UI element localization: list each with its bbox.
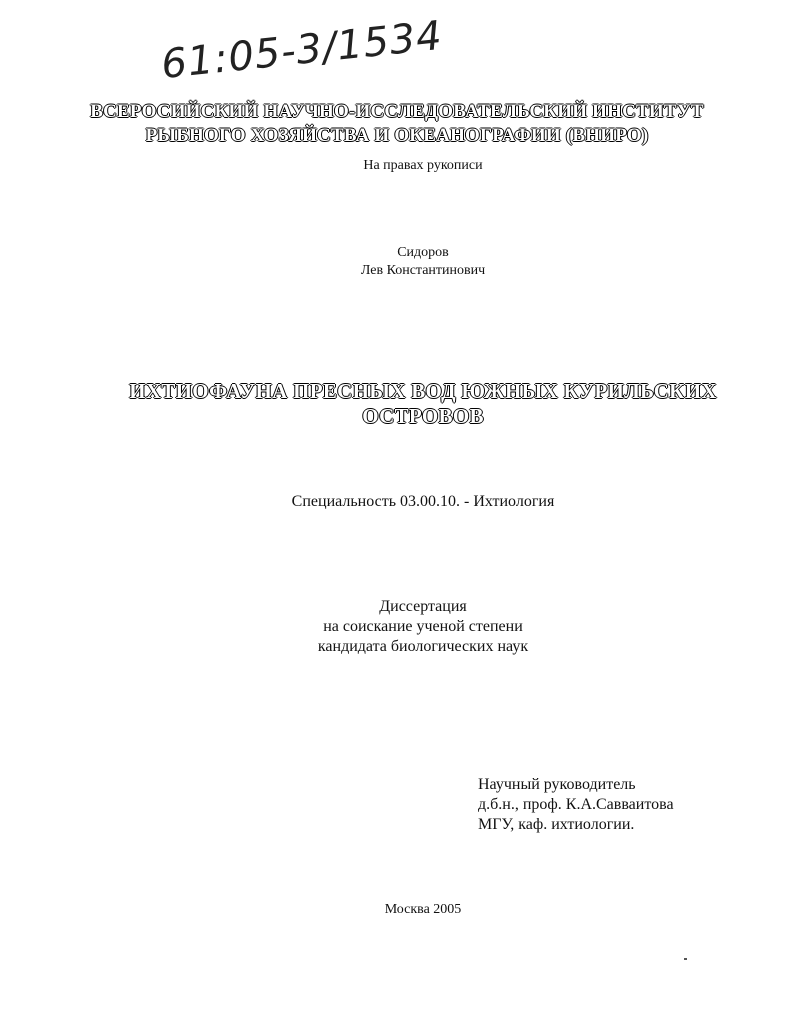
scientific-advisor — [478, 775, 674, 835]
handwritten-archive-code: 61:05-3/1534 — [159, 12, 445, 89]
advisor-line-3: МГУ, каф. ихтиологии. — [478, 816, 635, 833]
degree-line-2: на соискание ученой степени — [323, 618, 523, 635]
specialty: Специальность 03.00.10. - Ихтиология — [291, 493, 555, 510]
advisor-line-2: д.б.н., проф. К.А.Савваитова — [478, 796, 674, 813]
scan-speck — [684, 958, 687, 960]
advisor-line-1: Научный руководитель — [478, 776, 636, 793]
degree-line-1: Диссертация — [379, 598, 467, 615]
dissertation-title — [0, 379, 794, 429]
degree-statement — [0, 597, 794, 657]
author-surname: Сидоров — [397, 245, 449, 260]
institute-line-2: РЫБНОГО ХОЗЯЙСТВА И ОКЕАНОГРАФИИ (ВНИРО) — [145, 125, 649, 146]
title-line-1: ИХТИОФАУНА ПРЕСНЫХ ВОД ЮЖНЫХ КУРИЛЬСКИХ — [129, 379, 717, 403]
institute-line-1: ВСЕРОСИЙСКИЙ НАУЧНО-ИССЛЕДОВАТЕЛЬСКИЙ ИНСТИТУТ — [90, 101, 704, 122]
title-line-2: ОСТРОВОВ — [362, 404, 484, 428]
institute-name — [0, 100, 794, 148]
city-year: Москва 2005 — [384, 902, 462, 917]
author-name: Лев Константинович — [360, 263, 486, 278]
degree-line-3: кандидата биологических наук — [317, 638, 529, 655]
manuscript-rights: На правах рукописи — [363, 158, 483, 173]
author-block — [0, 244, 794, 280]
